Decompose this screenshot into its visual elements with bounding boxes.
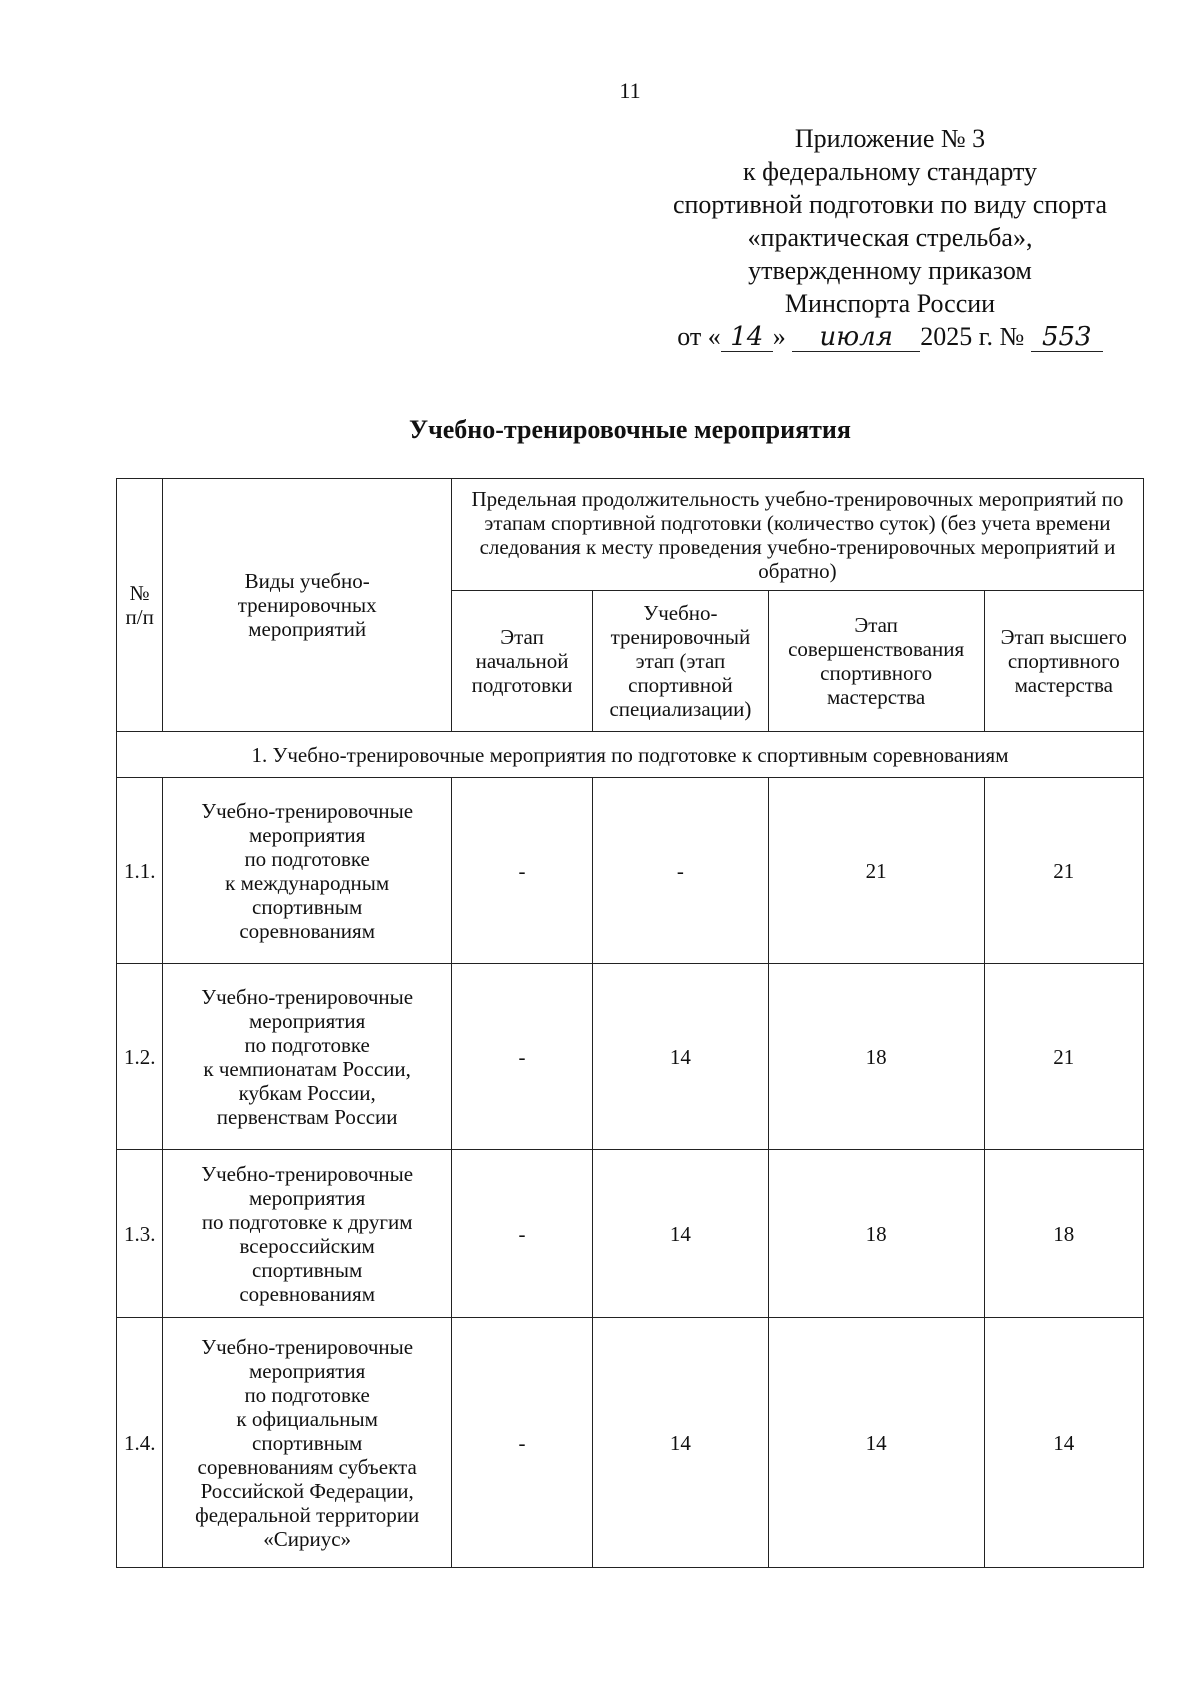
row-number: 1.3. (117, 1150, 163, 1318)
section-title: 1. Учебно-тренировочные мероприятия по подготовке к спортивным соревнованиям (117, 732, 1144, 778)
appendix-line-4: «практическая стрельба», (747, 223, 1033, 252)
header-number: № п/п (117, 479, 163, 732)
table-row (117, 964, 1144, 1150)
row-value-stage-2: 14 (593, 964, 769, 1150)
page-number: 11 (619, 78, 641, 103)
row-value-stage-4: 21 (984, 778, 1143, 964)
row-event-kind: Учебно-тренировочные мероприятия по подготовке к международным спортивным соревнованиям (163, 778, 452, 964)
row-value-stage-1: - (451, 964, 592, 1150)
section-row (117, 732, 1144, 778)
row-value-stage-3: 14 (768, 1318, 984, 1568)
header-event-kind: Виды учебно- тренировочных мероприятий (163, 479, 452, 732)
appendix-line-3: спортивной подготовки по виду спорта (672, 190, 1108, 219)
row-event-kind: Учебно-тренировочные мероприятия по подготовке к другим всероссийским спортивным соревнованиям (163, 1150, 452, 1318)
row-value-stage-4: 21 (984, 964, 1143, 1150)
handwritten-order-number: 553 (1031, 323, 1103, 352)
table-row (117, 1150, 1144, 1318)
row-number: 1.1. (117, 778, 163, 964)
appendix-block (640, 122, 1140, 353)
row-value-stage-3: 18 (768, 964, 984, 1150)
row-value-stage-1: - (451, 778, 592, 964)
row-value-stage-3: 21 (768, 778, 984, 964)
row-value-stage-4: 14 (984, 1318, 1143, 1568)
appendix-date-line (640, 320, 1140, 353)
row-value-stage-2: - (593, 778, 769, 964)
appendix-line-6: Минспорта России (784, 289, 996, 318)
table-header-row (117, 479, 1144, 591)
row-value-stage-2: 14 (593, 1150, 769, 1318)
date-prefix: от « (677, 322, 721, 351)
date-year: 2025 г. № (920, 322, 1025, 351)
row-value-stage-1: - (451, 1318, 592, 1568)
row-event-kind: Учебно-тренировочные мероприятия по подготовке к чемпионатам России, кубкам России, первенствам России (163, 964, 452, 1150)
header-stage-improvement: Этап совершенствования спортивного мастерства (768, 591, 984, 732)
row-number: 1.4. (117, 1318, 163, 1568)
events-table (116, 478, 1144, 1568)
document-title: Учебно-тренировочные мероприятия (409, 415, 851, 444)
appendix-line-5: утвержденному приказом (748, 256, 1032, 285)
handwritten-day: 14 (721, 323, 773, 352)
date-mid: » (772, 322, 786, 351)
header-stage-training: Учебно- тренировочный этап (этап спортивной специализации) (593, 591, 769, 732)
header-duration-group: Предельная продолжительность учебно-тренировочных мероприятий по этапам спортивной подготовки (количество суток) (без учета времени следования к месту проведения учебно-тренировочных мероприятий и обратно) (451, 479, 1143, 591)
row-value-stage-3: 18 (768, 1150, 984, 1318)
row-number: 1.2. (117, 964, 163, 1150)
appendix-line-1: Приложение № 3 (794, 124, 986, 153)
table-row (117, 778, 1144, 964)
appendix-line-2: к федеральному стандарту (742, 157, 1038, 186)
row-value-stage-1: - (451, 1150, 592, 1318)
row-value-stage-4: 18 (984, 1150, 1143, 1318)
header-stage-initial: Этап начальной подготовки (451, 591, 592, 732)
table-row (117, 1318, 1144, 1568)
handwritten-month: июля (792, 323, 920, 352)
row-value-stage-2: 14 (593, 1318, 769, 1568)
row-event-kind: Учебно-тренировочные мероприятия по подготовке к официальным спортивным соревнованиям субъекта Российской Федерации, федеральной территории «Сириус» (163, 1318, 452, 1568)
header-stage-higher: Этап высшего спортивного мастерства (984, 591, 1143, 732)
